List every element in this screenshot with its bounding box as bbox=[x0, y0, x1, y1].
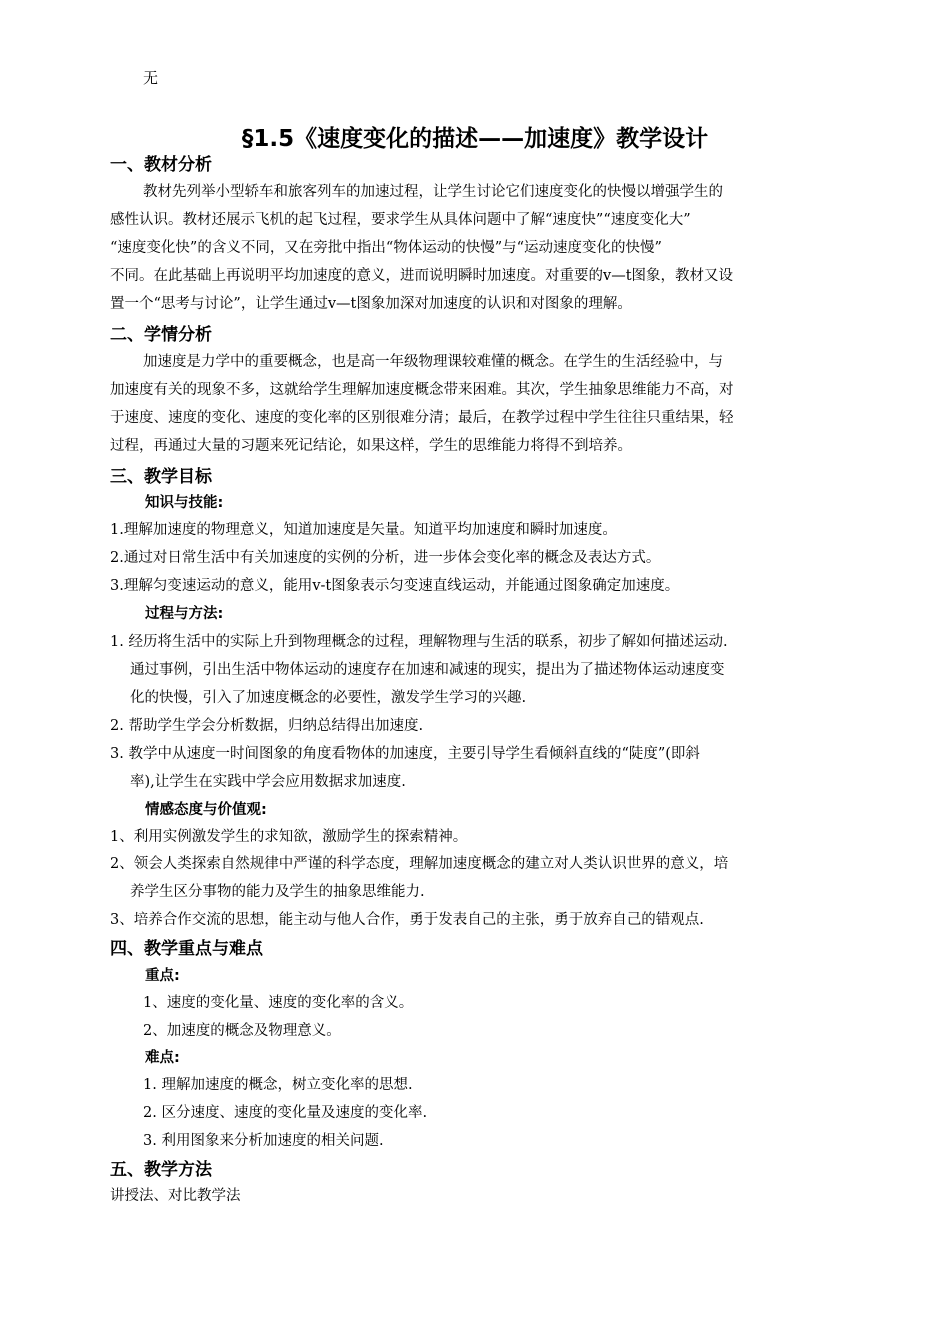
section-heading-textbook-analysis: 一、教材分析 bbox=[110, 155, 212, 175]
list-item-continued: 率),让学生在实践中学会应用数据求加速度. bbox=[130, 774, 406, 790]
section-heading-student-analysis: 二、学情分析 bbox=[110, 325, 212, 345]
section-heading-teaching-objectives: 三、教学目标 bbox=[110, 467, 212, 487]
list-item: 3.理解匀变速运动的意义，能用v-t图象表示匀变速直线运动，并能通过图象确定加速度。 bbox=[110, 578, 680, 594]
list-item: 2. 区分速度、速度的变化量及速度的变化率. bbox=[143, 1105, 428, 1121]
list-item-continued: 养学生区分事物的能力及学生的抽象思维能力. bbox=[130, 884, 425, 900]
list-item: 2.通过对日常生活中有关加速度的实例的分析，进一步体会变化率的概念及表达方式。 bbox=[110, 550, 661, 566]
subheading-attitudes-values: 情感态度与价值观: bbox=[145, 802, 267, 818]
list-item: 1.理解加速度的物理意义，知道加速度是矢量。知道平均加速度和瞬时加速度。 bbox=[110, 522, 617, 538]
paragraph-line: 教材先列举小型轿车和旅客列车的加速过程，让学生讨论它们速度变化的快慢以增强学生的 bbox=[143, 184, 723, 200]
list-item: 2. 帮助学生学会分析数据，归纳总结得出加速度. bbox=[110, 718, 424, 734]
list-item: 2、领会人类探索自然规律中严谨的科学态度，理解加速度概念的建立对人类认识世界的意义，培 bbox=[110, 856, 729, 872]
list-item: 3. 教学中从速度一时间图象的角度看物体的加速度，主要引导学生看倾斜直线的“陡度”(即斜 bbox=[110, 746, 700, 762]
subheading-difficult-points: 难点: bbox=[145, 1050, 180, 1066]
list-item-continued: 通过事例，引出生活中物体运动的速度存在加速和减速的现实，提出为了描述物体运动速度变 bbox=[130, 662, 725, 678]
list-item: 1. 理解加速度的概念，树立变化率的思想. bbox=[143, 1077, 413, 1093]
list-item: 3、培养合作交流的思想，能主动与他人合作，勇于发表自己的主张，勇于放弃自己的错观点. bbox=[110, 912, 704, 928]
paragraph-line: 讲授法、对比教学法 bbox=[110, 1188, 241, 1204]
list-item: 1、利用实例激发学生的求知欲，激励学生的探索精神。 bbox=[110, 829, 468, 845]
paragraph-line: “速度变化快”的含义不同，又在旁批中指出“物体运动的快慢”与“运动速度变化的快慢” bbox=[110, 240, 662, 256]
list-item-continued: 化的快慢，引入了加速度概念的必要性，激发学生学习的兴趣. bbox=[130, 690, 527, 706]
paragraph-line: 加速度有关的现象不多，这就给学生理解加速度概念带来困难。其次，学生抽象思维能力不高，对 bbox=[110, 382, 734, 398]
paragraph-line: 置一个“思考与讨论”，让学生通过v—t图象加深对加速度的认识和对图象的理解。 bbox=[110, 296, 632, 312]
list-item: 2、加速度的概念及物理意义。 bbox=[143, 1023, 341, 1039]
paragraph-line: 加速度是力学中的重要概念，也是高一年级物理课较难懂的概念。在学生的生活经验中，与 bbox=[143, 354, 723, 370]
paragraph-line: 过程，再通过大量的习题来死记结论，如果这样，学生的思维能力将得不到培养。 bbox=[110, 438, 632, 454]
paragraph-line: 不同。在此基础上再说明平均加速度的意义，进而说明瞬时加速度。对重要的v—t图象，教材又设 bbox=[110, 268, 734, 284]
section-heading-key-difficult-points: 四、教学重点与难点 bbox=[110, 939, 263, 959]
paragraph-line: 于速度、速度的变化、速度的变化率的区别很难分清；最后，在教学过程中学生往往只重结果，轻 bbox=[110, 410, 734, 426]
page-header: 无 bbox=[143, 69, 159, 87]
document-title: §1.5《速度变化的描述——加速度》教学设计 bbox=[241, 126, 709, 152]
subheading-key-points: 重点: bbox=[145, 968, 180, 984]
subheading-process-methods: 过程与方法: bbox=[145, 606, 224, 622]
list-item: 1、速度的变化量、速度的变化率的含义。 bbox=[143, 995, 414, 1011]
subheading-knowledge-skills: 知识与技能: bbox=[145, 495, 224, 511]
list-item: 1. 经历将生活中的实际上升到物理概念的过程，理解物理与生活的联系，初步了解如何描述运动. bbox=[110, 634, 728, 650]
list-item: 3. 利用图象来分析加速度的相关问题. bbox=[143, 1133, 384, 1149]
section-heading-teaching-methods: 五、教学方法 bbox=[110, 1160, 212, 1180]
paragraph-line: 感性认识。教材还展示飞机的起飞过程，要求学生从具体问题中了解“速度快”“速度变化大” bbox=[110, 212, 691, 228]
